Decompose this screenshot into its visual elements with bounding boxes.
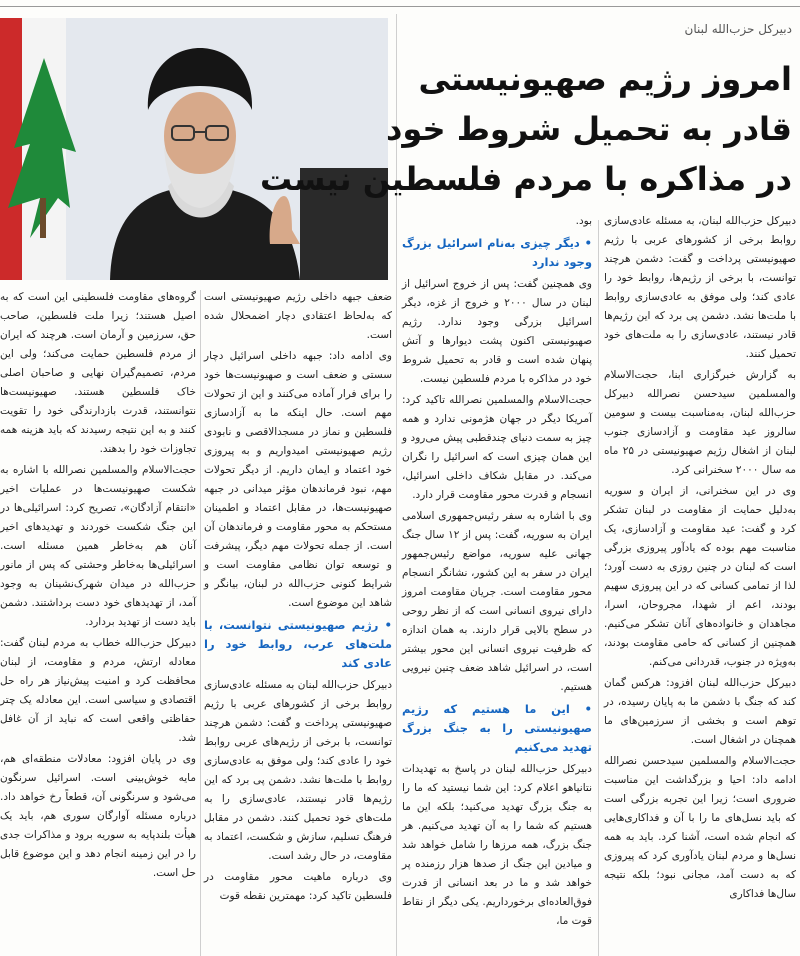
paragraph: وی در پایان افزود: معادلات منطقه‌ای هم، مایه خوش‌بینی است. اسرائیل سرنگون می‌شود و سرنگونی آن، قطعاً رخ خواهد داد. درباره مسئله آوارگان سوری هم، باید یک هیأت بلندپایه به سوریه برود و مذاکرات جدی را در این زمینه انجام دهد و این موضوع قابل حل است. — [0, 753, 196, 879]
article-photo — [0, 18, 388, 280]
column-divider — [598, 220, 599, 956]
subheading: • رژیم صهیونیستی نتوانست، با ملت‌های عرب، روابط خود را عادی کند — [204, 616, 392, 673]
kicker: دبیرکل حزب‌الله لبنان — [684, 22, 792, 36]
paragraph: دبیرکل حزب‌الله لبنان به مسئله عادی‌سازی روابط برخی از کشورهای عربی با رژیم صهیونیستی پرداخت و گفت: دشمن هرچند توانست، با برخی از رژیم‌های عربی روابط خود را عادی کند؛ ولی موفق به عادی‌سازی روابط با ملت‌ها نشد. دشمن پی برد که این رژیم‌ها قادر نیستند، عادی‌سازی را به ملت‌های خود تحمیل کنند. دشمن در مقابل فرهنگ تسلیم، سازش و شکست، اعتماد به مقاومت، در حال رشد است. — [204, 679, 392, 862]
headline-line-2: قادر به تحمیل شروط خود — [386, 110, 792, 148]
headline-line-1: امروز رژیم صهیونیستی — [418, 60, 792, 98]
top-rule — [0, 0, 800, 7]
headline — [260, 54, 792, 204]
speaker-photo-illustration — [0, 18, 388, 280]
paragraph: وی در این سخنرانی، از ایران و سوریه به‌دلیل حمایت از مقاومت در لبنان تشکر کرد و گفت: عید مقاومت و آزادسازی، یک مناسبت مهم بوده که یادآور پیروزی بزرگی است که لبنان در چنین روزی به دست آورد؛ لذا از تمامی کسانی که در این پیروزی سهیم بودند، اعم از شهدا، مجروحان، اسرا، مجاهدان و خانواده‌های آنان تشکر می‌کنیم. همچنین از کسانی که حامی مقاومت بودند، به‌ویژه در جنوب، قدردانی می‌کنم. — [604, 485, 796, 668]
subheading: • دیگر چیزی به‌نام اسرائیل بزرگ وجود ندارد — [402, 234, 592, 272]
paragraph: دبیرکل حزب‌الله لبنان افزود: هرکس گمان کند که جنگ با دشمن ما به پایان رسیده، در توهم است و بخشی از سرزمین‌های ما همچنان در اشغال است. — [604, 677, 796, 746]
paragraph: وی همچنین گفت: پس از خروج اسرائیل از لبنان در سال ۲۰۰۰ و خروج از غزه، دیگر اسرائیل بزرگی وجود ندارد. رژیم صهیونیستی اکنون پشت دیوارها و آتش پنهان شده است و قادر به تحمیل شروط خود در مذاکره با مردم فلسطین نیست. — [402, 278, 592, 385]
subheading: • این ما هستیم که رژیم صهیونیستی را به جنگ بزرگ تهدید می‌کنیم — [402, 700, 592, 757]
paragraph: حجت‌الاسلام والمسلمین سیدحسن نصرالله ادامه داد: احیا و بزرگداشت این مناسبت ضروری است؛ زیرا این تجربه بزرگی است که باید نسل‌های ما را با آن و فداکاری‌هایی که انجام شده است، آشنا کرد. باید به همه نسل‌ها و مردم لبنان یادآوری کرد که پیروزی که به دست آمد، مجانی نبود؛ بلکه نتیجه سال‌ها فداکاری — [604, 755, 796, 900]
article-column-3 — [204, 288, 392, 956]
article-column-1 — [604, 212, 796, 956]
paragraph: وی ادامه داد: جبهه داخلی اسرائیل دچار سستی و ضعف است و صهیونیست‌ها خود را برای فرار آماده می‌کنند و این از تحولات مهم است. حال اینکه ما به آزادسازی فلسطین و نماز در مسجدالاقصی و نابودی رژیم صهیونیستی امیدواریم و به پیروزی خود اعتماد و ایمان داریم. از دیگر تحولات مهم، نبود فرماندهان مؤثر میدانی در جبهه صهیونیست‌ها، در مقابل اعتماد و اطمینان مستحکم به محور مقاومت و فرماندهان آن است. از جمله تحولات مهم دیگر، پیشرفت و توسعه توان نظامی مقاومت است و شرایط کنونی حزب‌الله در لبنان، بیانگر و شاهد این موضوع است. — [204, 350, 392, 609]
paragraph: به گزارش خبرگزاری ابنا، حجت‌الاسلام والمسلمین سیدحسن نصرالله دبیرکل حزب‌الله لبنان، به‌مناسبت بیست و سومین سالروز عید مقاومت و آزادسازی جنوب لبنان از اشغال رژیم صهیونیستی در ۲۵ ماه مه سال ۲۰۰۰ سخنرانی کرد. — [604, 369, 796, 476]
column-divider — [200, 290, 201, 956]
paragraph: بود. — [575, 215, 592, 227]
paragraph: وی درباره ماهیت محور مقاومت در فلسطین تاکید کرد: مهمترین نقطه قوت — [204, 871, 392, 902]
paragraph: ضعف جبهه داخلی رژیم صهیونیستی است که به‌لحاظ اعتقادی دچار اضمحلال شده است. — [204, 291, 392, 341]
paragraph: دبیرکل حزب‌الله خطاب به مردم لبنان گفت: معادله ارتش، مردم و مقاومت، از لبنان محافظت کرد و امنیت پیش‌نیاز هر راه حل اقتصادی و سیاسی است. این معادله یک چتر حفاظتی واقعی است که نباید از آن غافل شد. — [0, 637, 196, 744]
headline-line-3: در مذاکره با مردم فلسطین نیست — [260, 160, 792, 198]
paragraph: گروه‌های مقاومت فلسطینی این است که به اصیل هستند؛ زیرا ملت فلسطین، صاحب حق، سرزمین و آرمان است. هرچند که ایران از مردم فلسطین حمایت می‌کند؛ ولی این مردم، تصمیم‌گیران نهایی و صاحبان اصلی خاک فلسطین هستند. صهیونیست‌ها نتوانستند، قدرت بازدارندگی خود را تقویت کنند و به این نتیجه رسیدند که باید هزینه همه تجاوزات خود را بدهند. — [0, 291, 196, 455]
paragraph: دبیرکل حزب‌الله لبنان، به مسئله عادی‌سازی روابط برخی از کشورهای عربی با رژیم صهیونیستی پرداخت و گفت: دشمن هرچند توانست، با برخی از رژیم‌ها، روابط خود را عادی کند؛ ولی موفق به عادی‌سازی روابط با ملت‌ها نشد. دشمن پی برد که این رژیم‌ها قادر نیستند، عادی‌سازی را به ملت‌های خود تحمیل کنند. — [604, 215, 796, 360]
paragraph: حجت‌الاسلام والمسلمین نصرالله تاکید کرد: آمریکا دیگر در جهان هژمونی ندارد و همه چیز به سمت دنیای چندقطبی پیش می‌رود و این همان چیزی است که اسرائیل را نگران می‌کند. در مقابل شکاف داخلی اسرائیل، انسجام و قدرت محور مقاومت قرار دارد. — [402, 394, 592, 501]
article-column-2 — [402, 212, 592, 956]
paragraph: حجت‌الاسلام والمسلمین نصرالله با اشاره به شکست صهیونیست‌ها در عملیات اخیر «انتقام آزادگان»، تصریح کرد: اسرائیلی‌ها در این جنگ شکست خوردند و تهدیدهای اخیر آنان هم به‌خاطر همین مسئله است. اسرائیلی‌ها به‌خاطر وحشتی که پس از مانور حزب‌الله در میدان شهرک‌نشینان به وجود آمد، از تهدیدهای خود دست برداشتند. دشمن باید دست از تهدید بردارد. — [0, 464, 196, 628]
paragraph: دبیرکل حزب‌الله لبنان در پاسخ به تهدیدات نتانیاهو اعلام کرد: این شما نیستید که ما را به جنگ بزرگ تهدید می‌کنید؛ بلکه این ما هستیم که شما را به آن تهدید می‌کنیم. هر جنگ بزرگ، همه مرزها را شامل خواهد شد و میادین این جنگ از صدها هزار رزمنده پر خواهد شد و ما در بعد انسانی از قدرت فوق‌العاده‌ای برخورداریم. یکی دیگر از نقاط قوت ما، — [402, 763, 592, 927]
article-column-4 — [0, 288, 196, 956]
paragraph: وی با اشاره به سفر رئیس‌جمهوری اسلامی ایران به سوریه، گفت: پس از ۱۲ سال جنگ جهانی علیه سوریه، مواضع رئیس‌جمهور ایران در سفر به این کشور، نشانگر انسجام محور مقاومت است. جریان مقاومت امروز دارای نیروی انسانی است که از نظر روحی در سطح بالایی قرار دارند. به همان اندازه که ظرفیت نیروی انسانی این محور بیشتر است، در اسرائیل شاهد ضعف چنین نیرویی هستیم. — [402, 510, 593, 693]
